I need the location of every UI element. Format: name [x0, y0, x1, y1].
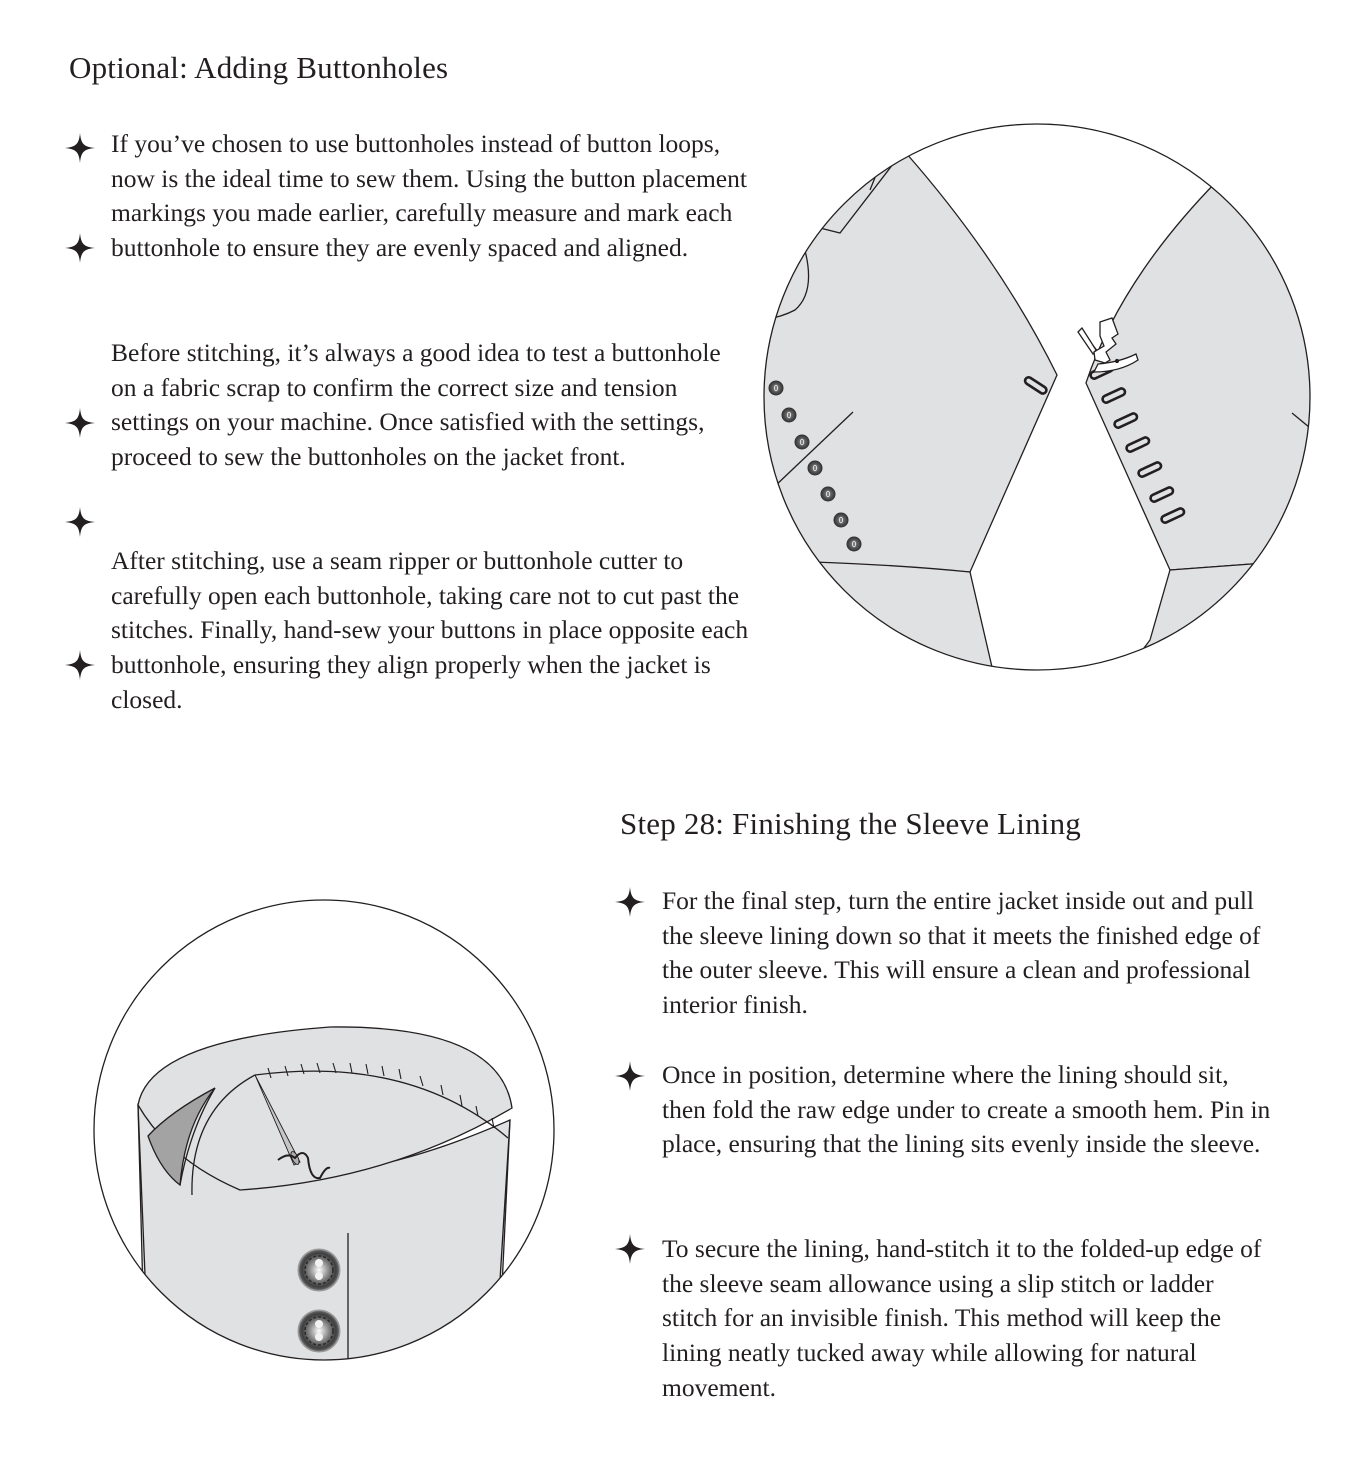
paragraph-buttonholes-2: Before stitching, it’s always a good idea to test a buttonhole on a fabric scrap to confirm the correct size and tension settings on your machine. Once satisfied with the settings, proceed to sew the buttonholes on the jacket front.	[111, 338, 721, 472]
button-icon	[795, 435, 810, 450]
paragraph-buttonholes-3: After stitching, use a seam ripper or buttonhole cutter to carefully open each buttonhole, taking care not to cut past the stitches. Finally, hand-sew your buttons in place opposite each buttonhole, ensuring they align properly when the jacket is closed.	[111, 546, 749, 714]
button-icon	[834, 513, 849, 528]
button-icon	[821, 487, 836, 502]
four-point-star-icon	[615, 1234, 645, 1264]
four-point-star-icon	[615, 887, 645, 917]
four-point-star-icon	[65, 233, 95, 263]
four-point-star-icon	[65, 133, 95, 163]
button-icon	[847, 537, 862, 552]
four-point-star-icon	[615, 1061, 645, 1091]
paragraph-buttonholes-1: If you’ve chosen to use buttonholes instead of button loops, now is the ideal time to sew them. Using the button placement markings you made earlier, carefully measure and mark each buttonhole to ensure they are evenly spaced and aligned.	[111, 129, 747, 263]
four-point-star-icon	[65, 650, 95, 680]
button-icon	[769, 381, 784, 396]
section-title-buttonholes: Optional: Adding Buttonholes	[69, 50, 449, 85]
jacket-buttonhole-illustration	[760, 120, 1320, 680]
right-jacket-front	[1086, 120, 1320, 570]
button-icon	[782, 408, 797, 423]
paragraph-sleeve-lining-1: For the final step, turn the entire jacket inside out and pull the sleeve lining down so that it meets the finished edge of the outer sleeve. This will ensure a clean and professional interior finish.	[662, 886, 1261, 1020]
sleeve-lining-illustration	[90, 890, 560, 1370]
four-point-star-icon	[65, 507, 95, 537]
paragraph-sleeve-lining-3: To secure the lining, hand-stitch it to the folded-up edge of the sleeve seam allowance using a slip stitch or ladder stitch for an invisible finish. This method will keep the lining neatly tucked away while allowing for natural movement.	[662, 1234, 1262, 1402]
paragraph-sleeve-lining-2: Once in position, determine where the lining should sit, then fold the raw edge under to create a smooth hem. Pin in place, ensuring that the lining sits evenly inside the sleeve.	[662, 1060, 1271, 1159]
section-title-sleeve-lining: Step 28: Finishing the Sleeve Lining	[620, 806, 1081, 841]
left-jacket-front	[760, 120, 1057, 572]
four-point-star-icon	[65, 408, 95, 438]
button-icon	[808, 461, 823, 476]
left-lower-panel	[760, 560, 995, 680]
